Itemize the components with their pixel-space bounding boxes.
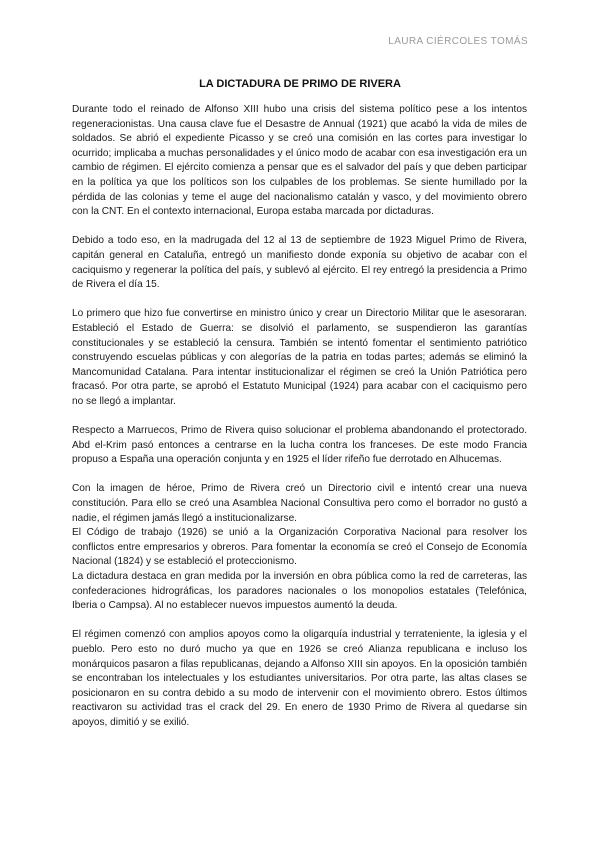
paragraph-marruecos: Respecto a Marruecos, Primo de Rivera quiso solucionar el problema abandonando el protectorado. Abd el-Krim pasó entonces a centrarse en la lucha contra los franceses. De este modo Francia propuso a España una operación conjunta y en 1925 el líder rifeño fue derrotado en Alhucemas. xyxy=(72,425,527,466)
author-header: LAURA CIÉRCOLES TOMÁS xyxy=(388,36,528,47)
document-body xyxy=(72,103,527,731)
paragraph-obra-publica: La dictadura destaca en gran medida por la inversión en obra pública como la red de carreteras, las confederaciones hidrográficas, los paradores nacionales o los monopolios estatales (Telefónica, Iberia o Campsa). Al no establecer nuevos impuestos aumentó la deuda. xyxy=(72,571,527,612)
paragraph-caida: El régimen comenzó con amplios apoyos como la oligarquía industrial y terrateniente, la iglesia y el pueblo. Pero esto no duró mucho ya que en 1926 se creó Alianza republicana e incluso los monárquicos pasaron a filas republicanas, dejando a Alfonso XIII sin apoyos. En la oposición también se encontraban los intelectuales y los estudiantes universitarios. Por otra parte, las altas clases se posicionaron en su contra debido a su modo de intervenir con el movimiento obrero. Estos últimos reactivaron su actividad tras el crack del 29. En enero de 1930 Primo de Rivera al quedarse sin apoyos, dimitió y se exilió. xyxy=(72,629,527,728)
page-title: LA DICTADURA DE PRIMO DE RIVERA xyxy=(199,78,401,90)
paragraph-directorio-civil: Con la imagen de héroe, Primo de Rivera creó un Directorio civil e intentó crear una nueva constitución. Para ello se creó una Asamblea Nacional Consultiva pero como el borrador no gustó a nadie, el régimen jamás llegó a institucionalizarse. xyxy=(72,483,527,524)
paragraph-directorio-militar: Lo primero que hizo fue convertirse en ministro único y crear un Directorio Militar que le asesoraran. Estableció el Estado de Guerra: se disolvió el parlamento, se suspendieron las garantías constitucionales y se estableció la censura. También se intentó fomentar el sentimiento patriótico construyendo escuelas públicas y con alegorías de la patria en todas partes; además se eliminó la Mancomunidad Catalana. Para intentar institucionalizar el régimen se creó la Unión Patriótica pero fracasó. Por otra parte, se aprobó el Estatuto Municipal (1924) para acabar con el caciquismo pero no se llegó a implantar. xyxy=(72,308,527,407)
paragraph-codigo-trabajo: El Código de trabajo (1926) se unió a la Organización Corporativa Nacional para resolver los conflictos entre empresarios y obreros. Para fomentar la economía se creó el Consejo de Economía Nacional (1824) y se estableció el proteccionismo. xyxy=(72,527,527,568)
paragraph-golpe: Debido a todo eso, en la madrugada del 12 al 13 de septiembre de 1923 Miguel Primo de Rivera, capitán general en Cataluña, entregó un manifiesto donde exponía su objetivo de acabar con el caciquismo y regenerar la política del país, y sublevó al ejército. El rey entregó la presidencia a Primo de Rivera el día 15. xyxy=(72,235,527,291)
paragraph-annual: Durante todo el reinado de Alfonso XIII hubo una crisis del sistema político pese a los intentos regeneracionistas. Una causa clave fue el Desastre de Annual (1921) que acabó la vida de miles de soldados. Se abrió el expediente Picasso y se creó una comisión en las cortes para investigar lo ocurrido; implicaba a muchas personalidades y el único modo de acabar con esa investigación era un cambio de régimen. El ejército comienza a pensar que es el salvador del país y que deben participar en la política ya que los políticos son los culpables de los problemas. Se siente humillado por la pérdida de las colonias y teme el auge del nacionalismo catalán y vasco, y del movimiento obrero con la CNT. En el contexto internacional, Europa estaba marcada por dictaduras. xyxy=(72,104,527,218)
